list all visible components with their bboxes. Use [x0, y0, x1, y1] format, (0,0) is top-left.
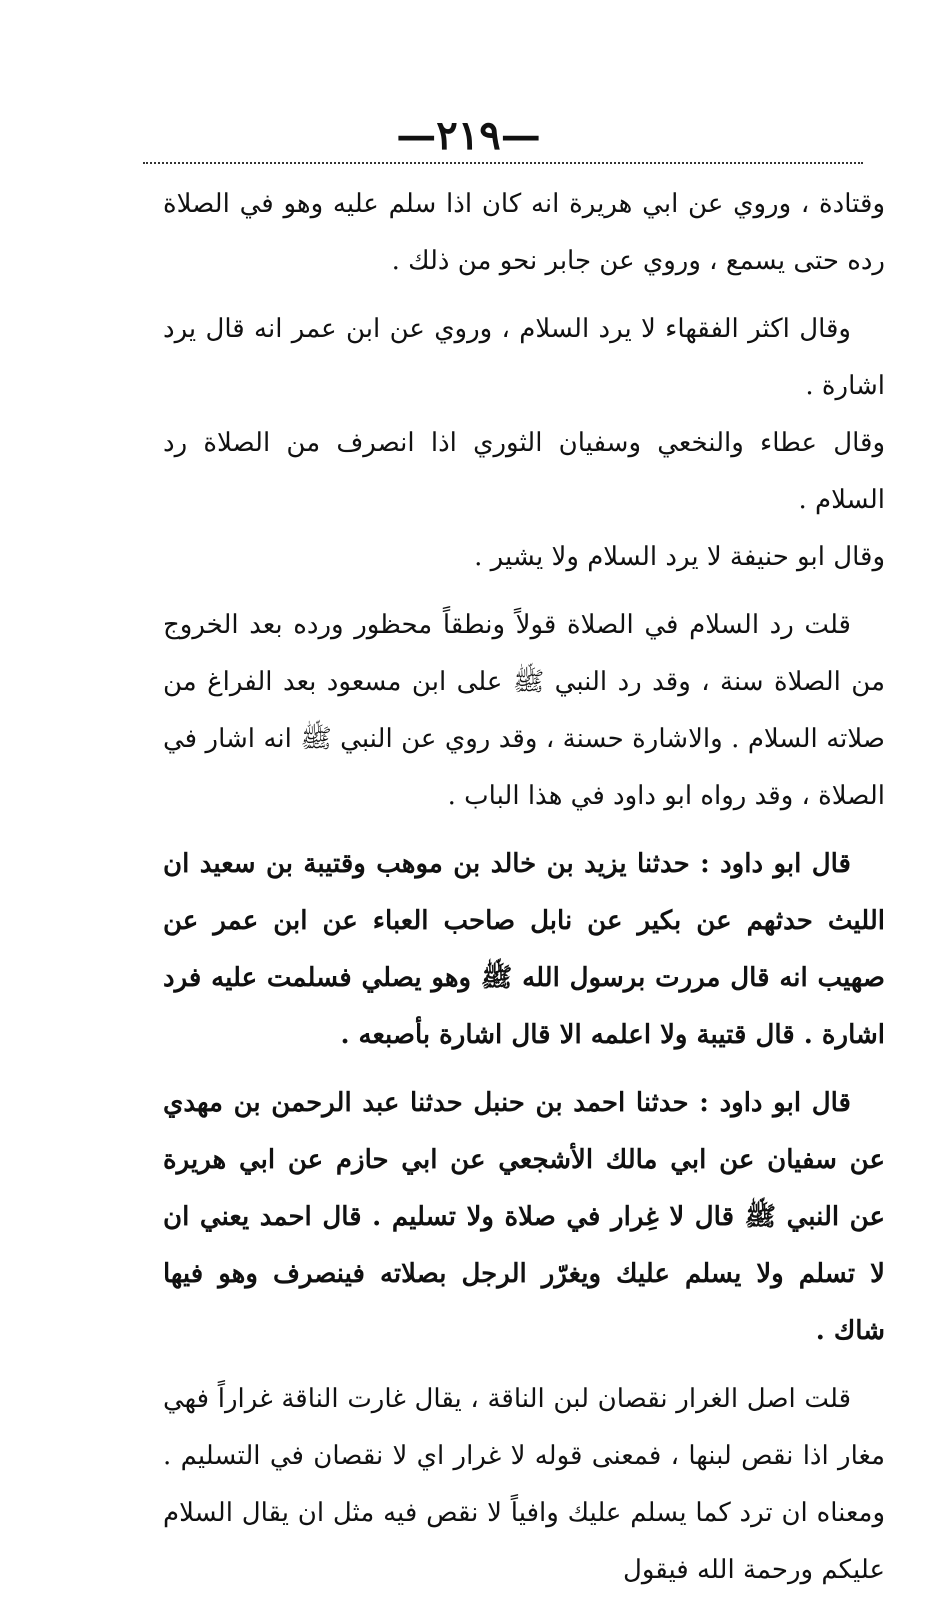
paragraph-1: وقتادة ، وروي عن ابي هريرة انه كان اذا سلم عليه وهو في الصلاة رده حتى يسمع ، وروي عن جابر نحو من ذلك .: [163, 189, 885, 276]
paragraph-8: قلت اصل الغرار نقصان لبن الناقة ، يقال غارت الناقة غراراً فهي مغار اذا نقص لبنها ، فمعنى قوله لا غرار اي لا نقصان في التسليم . ومعناه ان ترد كما يسلم عليك وافياً لا نقص فيه مثل ان يقال السلام عليكم ورحمة الله فيقول: [163, 1384, 885, 1585]
header-dotted-rule: [143, 162, 863, 164]
paragraph-4: وقال ابو حنيفة لا يرد السلام ولا يشير .: [474, 542, 885, 572]
paragraph-7: قال ابو داود : حدثنا احمد بن حنبل حدثنا عبد الرحمن بن مهدي عن سفيان عن ابي مالك الأشجعي عن ابي حازم عن ابي هريرة عن النبي ﷺ قال لا غِرار في صلاة ولا تسليم . قال احمد يعني ان لا تسلم ولا يسلم عليك ويغرّر الرجل بصلاته فينصرف وهو فيها شاك .: [163, 1088, 885, 1346]
paragraph-2: وقال اكثر الفقهاء لا يرد السلام ، وروي عن ابن عمر انه قال يرد اشارة .: [163, 314, 885, 401]
paragraph-3: وقال عطاء والنخعي وسفيان الثوري اذا انصرف من الصلاة رد السلام .: [163, 428, 885, 515]
paragraph-5: قلت رد السلام في الصلاة قولاً ونطقاً محظور ورده بعد الخروج من الصلاة سنة ، وقد رد النبي ﷺ على ابن مسعود بعد الفراغ من صلاته السلام . والاشارة حسنة ، وقد روي عن النبي ﷺ انه اشار في الصلاة ، وقد رواه ابو داود في هذا الباب .: [163, 610, 885, 811]
paragraph-6: قال ابو داود : حدثنا يزيد بن خالد بن موهب وقتيبة بن سعيد ان الليث حدثهم عن بكير عن نابل صاحب العباء عن ابن عمر عن صهيب انه قال مررت برسول الله ﷺ وهو يصلي فسلمت عليه فرد اشارة . قال قتيبة ولا اعلمه الا قال اشارة بأصبعه .: [163, 849, 885, 1050]
page-body: [163, 176, 885, 1599]
page-number: —٢١٩—: [396, 112, 541, 159]
